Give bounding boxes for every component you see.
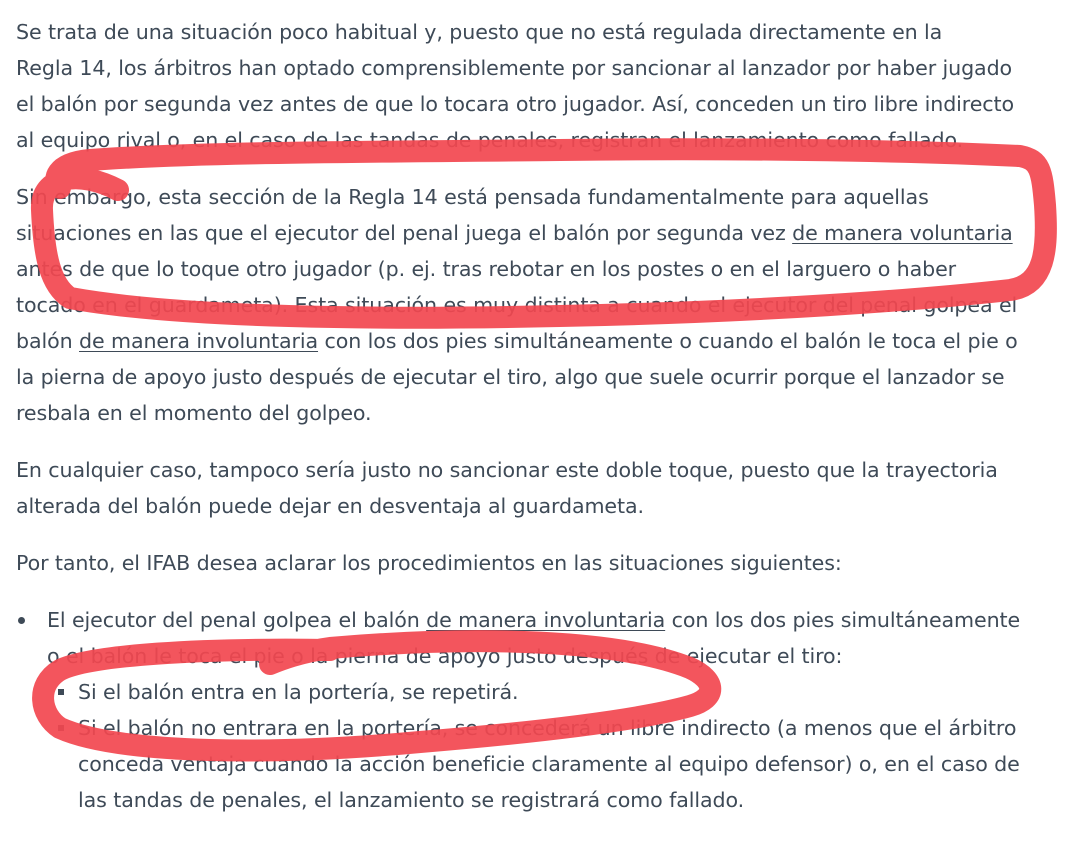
text-line: Por tanto, el IFAB desea aclarar los procedimientos en las situaciones siguientes:	[16, 551, 842, 575]
paragraph-1	[16, 14, 1066, 158]
text-segment: El ejecutor del penal golpea el balón	[47, 608, 427, 632]
text-line: las tandas de penales, el lanzamiento se registrará como fallado.	[78, 788, 745, 812]
text-line: conceda ventaja cuando la acción beneficie claramente al equipo defensor) o, en el caso de	[78, 752, 1020, 776]
procedure-list	[16, 602, 1066, 818]
paragraph-4	[16, 545, 1066, 581]
text-line: al equipo rival o, en el caso de las tandas de penales, registran el lanzamiento como fallado.	[16, 128, 964, 152]
text-line: resbala en el momento del golpeo.	[16, 401, 372, 425]
text-line	[47, 602, 1066, 638]
text-line: Si el balón entra en la portería, se repetirá.	[78, 680, 519, 704]
text-line: el balón por segunda vez antes de que lo tocara otro jugador. Así, conceden un tiro libre indirecto	[16, 92, 1014, 116]
text-line: antes de que lo toque otro jugador (p. ej. tras rebotar en los postes o en el larguero o haber	[16, 257, 957, 281]
list-item	[16, 602, 1066, 818]
sub-list-item	[47, 710, 1066, 818]
paragraph-2	[16, 179, 1066, 431]
article-body	[16, 14, 1066, 818]
text-line	[16, 323, 1066, 359]
link-manera-voluntaria[interactable]: de manera voluntaria	[792, 221, 1013, 245]
sub-list-item	[47, 674, 1066, 710]
text-line: tocado en el guardameta). Esta situación es muy distinta a cuando el ejecutor del penal golpea el	[16, 293, 1018, 317]
text-line: la pierna de apoyo justo después de ejecutar el tiro, algo que suele ocurrir porque el lanzador se	[16, 365, 1005, 389]
text-segment: situaciones en las que el ejecutor del penal juega el balón por segunda vez	[16, 221, 793, 245]
text-segment: con los dos pies simultáneamente	[665, 608, 1021, 632]
paragraph-3	[16, 452, 1066, 524]
text-line: alterada del balón puede dejar en desventaja al guardameta.	[16, 494, 644, 518]
text-segment: balón	[16, 329, 80, 353]
bullet-dot-icon	[18, 617, 25, 624]
text-line: En cualquier caso, tampoco sería justo no sancionar este doble toque, puesto que la trayectoria	[16, 458, 998, 482]
text-segment: con los dos pies simultáneamente o cuando el balón le toca el pie o	[318, 329, 1018, 353]
text-line: o el balón le toca el pie o la pierna de apoyo justo después de ejecutar el tiro:	[47, 644, 843, 668]
link-manera-involuntaria[interactable]: de manera involuntaria	[79, 329, 319, 353]
link-manera-involuntaria-2[interactable]: de manera involuntaria	[426, 608, 666, 632]
square-bullet-icon	[58, 725, 64, 731]
text-line: Se trata de una situación poco habitual y, puesto que no está regulada directamente en la	[16, 20, 943, 44]
square-bullet-icon	[58, 689, 64, 695]
text-line	[16, 215, 1066, 251]
text-line: Regla 14, los árbitros han optado comprensiblemente por sancionar al lanzador por haber jugado	[16, 56, 1013, 80]
sub-list	[47, 674, 1066, 818]
text-line: Si el balón no entrara en la portería, se concederá un libre indirecto (a menos que el árbitro	[78, 716, 1017, 740]
text-line: Sin embargo, esta sección de la Regla 14 está pensada fundamentalmente para aquellas	[16, 185, 929, 209]
